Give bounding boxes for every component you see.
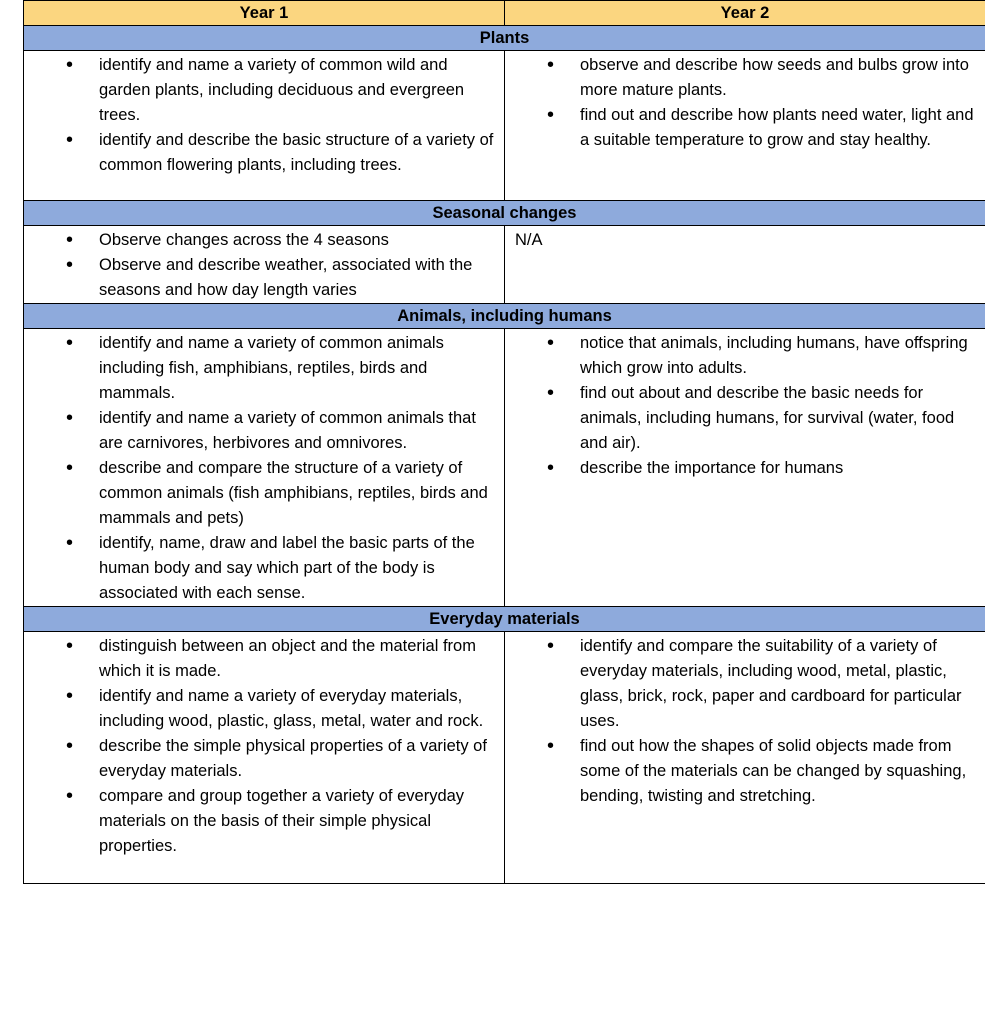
list-item: • compare and group together a variety of everyday materials on the basis of their simple physical properties.	[99, 784, 494, 859]
year-2-cell	[505, 632, 985, 884]
objectives-list	[505, 329, 985, 481]
section-header-animals-including-humans	[24, 304, 985, 329]
section-title: Seasonal changes	[24, 201, 985, 226]
list-item: • Observe changes across the 4 seasons	[99, 228, 494, 253]
list-item: • identify and compare the suitability of a variety of everyday materials, including wood, metal, plastic, glass, brick, rock, paper and cardboard for particular uses.	[580, 634, 975, 734]
section-header-everyday-materials	[24, 607, 985, 632]
list-item: • distinguish between an object and the material from which it is made.	[99, 634, 494, 684]
list-item: • identify and name a variety of common wild and garden plants, including deciduous and evergreen trees.	[99, 53, 494, 128]
column-header-year-2: Year 2	[505, 1, 985, 26]
list-item: • describe the simple physical properties of a variety of everyday materials.	[99, 734, 494, 784]
not-applicable-text: N/A	[515, 231, 543, 249]
section-content-everyday-materials	[24, 632, 985, 884]
list-item: • find out about and describe the basic needs for animals, including humans, for survival (water, food and air).	[580, 381, 975, 456]
list-item: • find out how the shapes of solid objects made from some of the materials can be changed by squashing, bending, twisting and stretching.	[580, 734, 975, 809]
year-2-cell	[505, 51, 985, 201]
list-item: • Observe and describe weather, associated with the seasons and how day length varies	[99, 253, 494, 303]
section-content-seasonal-changes	[24, 226, 985, 304]
year-2-cell	[505, 329, 985, 607]
list-item: • notice that animals, including humans, have offspring which grow into adults.	[580, 331, 975, 381]
section-content-animals-including-humans	[24, 329, 985, 607]
objectives-list	[505, 632, 985, 809]
curriculum-table	[23, 0, 985, 884]
section-content-plants	[24, 51, 985, 201]
year-1-cell	[24, 51, 505, 201]
list-item: • identify and describe the basic structure of a variety of common flowering plants, including trees.	[99, 128, 494, 178]
section-header-plants	[24, 26, 985, 51]
year-1-cell	[24, 329, 505, 607]
year-1-cell	[24, 226, 505, 304]
list-item: • observe and describe how seeds and bulbs grow into more mature plants.	[580, 53, 975, 103]
section-header-seasonal-changes	[24, 201, 985, 226]
list-item: • identify and name a variety of common animals including fish, amphibians, reptiles, birds and mammals.	[99, 331, 494, 406]
list-item: • describe and compare the structure of a variety of common animals (fish amphibians, reptiles, birds and mammals and pets)	[99, 456, 494, 531]
objectives-list	[24, 329, 504, 606]
list-item: • identify, name, draw and label the basic parts of the human body and say which part of the body is associated with each sense.	[99, 531, 494, 606]
section-title: Animals, including humans	[24, 304, 985, 329]
header-row	[24, 1, 985, 26]
year-1-cell	[24, 632, 505, 884]
list-item: • identify and name a variety of everyday materials, including wood, plastic, glass, metal, water and rock.	[99, 684, 494, 734]
column-header-year-1: Year 1	[24, 1, 505, 26]
year-2-cell	[505, 226, 985, 304]
section-title: Plants	[24, 26, 985, 51]
objectives-list	[24, 226, 504, 303]
objectives-list	[24, 632, 504, 859]
section-title: Everyday materials	[24, 607, 985, 632]
objectives-list	[24, 51, 504, 178]
list-item: • find out and describe how plants need water, light and a suitable temperature to grow and stay healthy.	[580, 103, 975, 153]
list-item: • identify and name a variety of common animals that are carnivores, herbivores and omnivores.	[99, 406, 494, 456]
list-item: • describe the importance for humans	[580, 456, 975, 481]
objectives-list	[505, 51, 985, 153]
